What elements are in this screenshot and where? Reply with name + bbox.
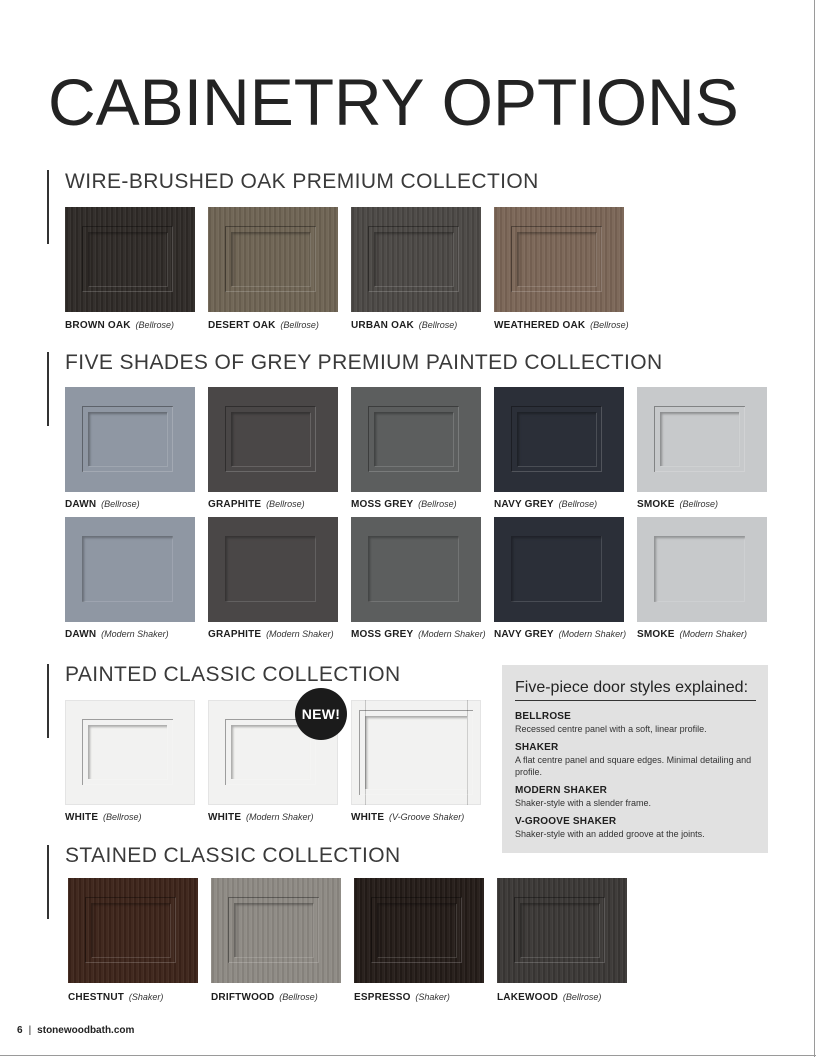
door-style-label: (Bellrose) [558,499,598,509]
door-raised-panel [365,716,467,789]
finish-name: DAWN [65,499,97,510]
door-center-panel [228,897,319,963]
swatch-caption [208,319,319,332]
door-raised-panel [91,903,170,957]
swatch-caption [494,498,597,511]
door-raised-panel [374,232,453,286]
section-title-stained-classic: STAINED CLASSIC COLLECTION [65,844,401,867]
door-swatch [65,387,195,492]
finish-name: BROWN OAK [65,320,131,331]
door-raised-panel [88,232,167,286]
door-style-label: (Bellrose) [279,992,318,1002]
door-swatch [208,207,338,312]
door-center-panel [82,406,173,472]
door-swatch [351,700,481,805]
door-center-panel [82,719,173,785]
door-center-panel [511,226,602,292]
finish-name: URBAN OAK [351,320,414,331]
door-center-panel [225,226,316,292]
explainer-title: Five-piece door styles explained: [515,679,749,696]
door-swatch [211,878,341,983]
explainer-item-description: A flat centre panel and square edges. Minimal detailing and profile. [515,755,752,777]
door-swatch [65,517,195,622]
door-raised-panel [660,412,739,466]
page-title: CABINETRY OPTIONS [48,65,739,139]
door-raised-panel [88,412,167,466]
swatch-caption [211,991,318,1004]
door-raised-panel [234,903,313,957]
door-style-label: (Bellrose) [679,499,718,509]
swatch-caption [208,628,334,641]
page-footer [17,1025,134,1036]
swatch-caption [65,319,174,332]
swatch-caption [351,811,464,824]
finish-name: SMOKE [637,629,675,640]
door-raised-panel [231,412,310,466]
section-accent-bar [47,170,49,244]
door-swatch [637,517,767,622]
door-swatch [65,207,195,312]
door-swatch [494,517,624,622]
explainer-item-modern-shaker [515,785,755,809]
door-swatch [351,517,481,622]
door-center-panel [359,710,473,795]
door-center-panel [371,897,462,963]
door-style-label: (Bellrose) [562,992,602,1002]
page-bottom-border [0,1055,816,1056]
door-center-panel [368,406,459,472]
door-swatch [637,387,767,492]
swatch-caption [494,628,626,641]
finish-name: NAVY GREY [494,629,554,640]
explainer-item-v-groove-shaker [515,816,755,840]
door-raised-panel [231,725,310,779]
swatch-caption [351,498,457,511]
door-swatch [494,387,624,492]
page-right-border [814,0,815,1057]
door-swatch [351,387,481,492]
section-title-painted-classic: PAINTED CLASSIC COLLECTION [65,663,401,686]
door-style-label: (Modern Shaker) [679,629,747,639]
door-style-label: (Bellrose) [266,499,305,509]
door-style-label: (Bellrose) [590,320,629,330]
swatch-caption [65,811,142,824]
finish-name: WEATHERED OAK [494,320,586,331]
door-swatch [351,207,481,312]
door-styles-explainer [502,665,768,853]
door-style-label: (Bellrose) [103,812,142,822]
finish-name: ESPRESSO [354,992,411,1003]
explainer-item-shaker [515,742,755,778]
finish-name: SMOKE [637,499,675,510]
swatch-caption [65,628,169,641]
section-title-five-shades-grey: FIVE SHADES OF GREY PREMIUM PAINTED COLLECTION [65,351,663,374]
swatch-caption [351,319,457,332]
explainer-item-heading: V-GROOVE SHAKER [515,816,617,827]
door-raised-panel [88,725,167,779]
explainer-item-heading: SHAKER [515,742,559,753]
door-style-label: (Modern Shaker) [266,629,334,639]
finish-name: WHITE [65,812,99,823]
swatch-caption [208,811,314,824]
door-center-panel [514,897,605,963]
door-style-label: (V-Groove Shaker) [389,812,465,822]
finish-name: GRAPHITE [208,499,262,510]
new-badge: NEW! [295,688,347,740]
door-center-panel [225,536,316,602]
swatch-caption [637,498,718,511]
finish-name: WHITE [351,812,385,823]
door-style-label: (Bellrose) [418,499,457,509]
door-style-label: (Shaker) [128,992,164,1002]
door-raised-panel [374,412,453,466]
door-center-panel [654,536,745,602]
swatch-caption [637,628,747,641]
door-style-label: (Modern Shaker) [558,629,627,639]
finish-name: GRAPHITE [208,629,262,640]
swatch-caption [65,498,140,511]
door-center-panel [368,536,459,602]
door-swatch [208,387,338,492]
finish-name: MOSS GREY [351,499,414,510]
section-accent-bar [47,845,49,919]
explainer-item-heading: BELLROSE [515,711,572,722]
footer-website-link[interactable]: stonewoodbath.com [37,1025,135,1036]
explainer-item-heading: MODERN SHAKER [515,785,608,796]
door-style-label: (Modern Shaker) [101,629,169,639]
door-swatch [65,700,195,805]
door-swatch [354,878,484,983]
door-swatch [494,207,624,312]
door-center-panel [82,536,173,602]
explainer-item-description: Recessed centre panel with a soft, linear profile. [515,724,707,734]
door-raised-panel [520,903,599,957]
swatch-caption [68,991,163,1004]
door-style-label: (Bellrose) [280,320,319,330]
swatch-caption [497,991,601,1004]
door-center-panel [511,536,602,602]
page-number: 6 [17,1025,23,1036]
door-center-panel [654,406,745,472]
door-raised-panel [517,232,596,286]
swatch-caption [351,628,486,641]
finish-name: CHESTNUT [68,992,125,1003]
door-raised-panel [377,903,456,957]
door-center-panel [82,226,173,292]
finish-name: NAVY GREY [494,499,554,510]
swatch-caption [354,991,450,1004]
door-style-label: (Modern Shaker) [418,629,486,639]
finish-name: DAWN [65,629,97,640]
door-style-label: (Shaker) [415,992,450,1002]
door-style-label: (Bellrose) [418,320,458,330]
explainer-divider [515,700,756,701]
swatch-caption [208,498,305,511]
finish-name: MOSS GREY [351,629,414,640]
finish-name: DRIFTWOOD [211,992,275,1003]
door-style-label: (Bellrose) [135,320,174,330]
door-swatch [208,517,338,622]
door-style-label: (Modern Shaker) [246,812,314,822]
door-raised-panel [517,412,596,466]
explainer-item-bellrose [515,711,755,735]
door-raised-panel [231,232,310,286]
section-accent-bar [47,664,49,738]
finish-name: LAKEWOOD [497,992,559,1003]
door-swatch [68,878,198,983]
door-center-panel [368,226,459,292]
explainer-item-description: Shaker-style with a slender frame. [515,798,652,808]
explainer-item-description: Shaker-style with an added groove at the joints. [515,829,705,839]
section-title-wire-brushed-oak: WIRE-BRUSHED OAK PREMIUM COLLECTION [65,170,539,193]
door-style-label: (Bellrose) [101,499,140,509]
finish-name: WHITE [208,812,242,823]
finish-name: DESERT OAK [208,320,276,331]
swatch-caption [494,319,629,332]
section-accent-bar [47,352,49,426]
door-center-panel [225,406,316,472]
door-center-panel [85,897,176,963]
footer-separator: | [28,1025,32,1036]
door-center-panel [511,406,602,472]
door-swatch [497,878,627,983]
